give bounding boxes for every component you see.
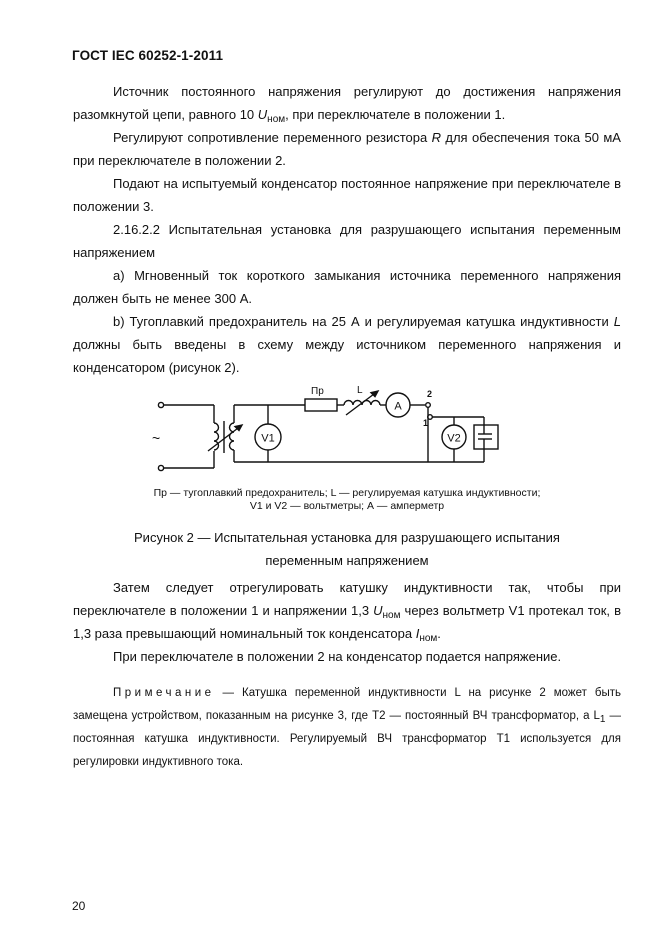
voltmeter-v1-label: V1: [261, 432, 275, 445]
figure-title: Рисунок 2 — Испытательная установка для разрушающего испытания переменным напряжением: [134, 530, 560, 568]
fuse-label: Пр: [311, 386, 324, 397]
page-number: 20: [72, 899, 86, 913]
terminal-top: [158, 402, 163, 407]
paragraph-dc-voltage: Подают на испытуемый конденсатор постоянное напряжение при переключателе в положении 3.: [73, 176, 621, 214]
capacitor-under-test: [474, 425, 498, 449]
ammeter-label: A: [394, 400, 402, 413]
inductor-label: L: [357, 385, 363, 396]
paragraph-section-2-16-2-2: 2.16.2.2 Испытательная установка для разрушающего испытания переменным напряжением: [73, 222, 621, 260]
source-symbol: ~: [152, 430, 161, 446]
fuse: [305, 399, 337, 411]
body-text-bottom: [73, 576, 621, 668]
document-header: ГОСТ IEC 60252-1-2011: [72, 48, 224, 63]
circuit-diagram: [0, 385, 661, 485]
note-label: Примечание: [113, 687, 215, 699]
switch-position-1: 1: [423, 418, 429, 428]
paragraph-resistor: Регулируют сопротивление переменного резистора R для обеспечения тока 50 мА при переключателе в положении 2.: [73, 130, 621, 168]
paragraph-open-circuit-voltage: Источник постоянного напряжения регулируют до достижения напряжения разомкнутой цепи, равного 10 $U_{ном}$, при переключателе в положении 1.: [73, 84, 621, 125]
paragraph-item-a: a) Мгновенный ток короткого замыкания источника переменного напряжения должен быть не менее 300 А.: [73, 268, 621, 306]
terminal-bottom: [158, 465, 163, 470]
switch-position-2: 2: [427, 389, 433, 399]
note-block: Примечание — Катушка переменной индуктивности L на рисунке 2 может быть замещена устройством, показанным на рисунке 3, где Т2 — постоянный ВЧ трансформатор, а $L_1$ — постоянная катушка индуктивности. Регулируемый ВЧ трансформатор Т1 используется для регулировки индуктивного тока.: [73, 687, 621, 768]
voltmeter-v2-label: V2: [447, 432, 461, 445]
paragraph-inductor-adjust: Затем следует отрегулировать катушку индуктивности так, чтобы при переключателе в положении 1 и напряжении 1,3 $U_{ном}$ через вольтметр V1 протекал ток, в 1,3 раза превышающий номинальный ток конденсатора $I_{ном}$.: [73, 580, 621, 644]
variable-transformer: [208, 421, 242, 453]
paragraph-item-b: b) Тугоплавкий предохранитель на 25 А и регулируемая катушка индуктивности L должны быть введены в схему между источником переменного напряжения и конденсатором (рисунок 2).: [73, 314, 621, 375]
body-text-top: [73, 80, 621, 379]
figure-legend: Пр — тугоплавкий предохранитель; L — регулируемая катушка индуктивности; V1 и V2 — вольтметры; А — амперметр: [153, 487, 541, 512]
paragraph-switch-position-2: При переключателе в положении 2 на конденсатор подается напряжение.: [113, 649, 562, 664]
